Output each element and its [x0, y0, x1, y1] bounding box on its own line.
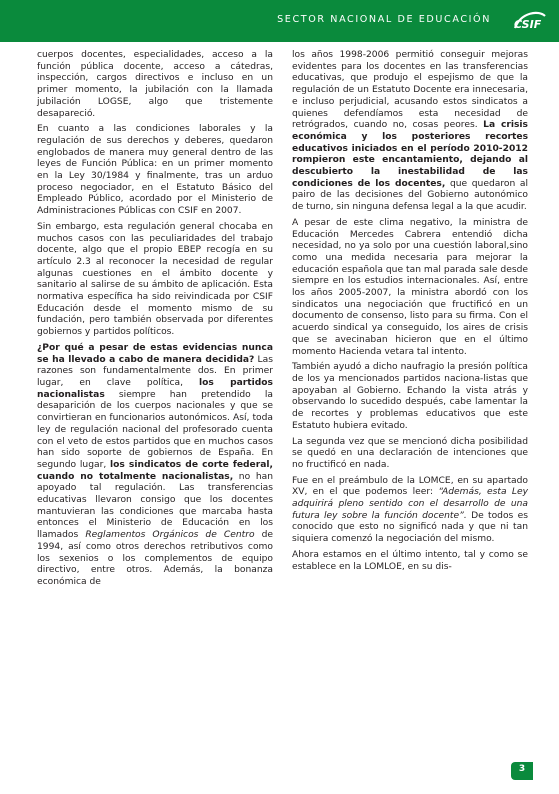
question-heading: ¿Por qué a pesar de estas evidencias nunca se ha llevado a cabo de manera decidida? — [37, 342, 273, 365]
paragraph: En cuanto a las condiciones laborales y la regulación de sus derechos y deberes, quedaron englobados de manera muy general dentro de las leyes de Función Pública: en un primer momento en la Ley 30/1984 y finalmente, tras un arduo proceso negociador, en el Estatuto Básico del Empleado Público, acordado por el Ministerio de Administraciones Públicas con CSIF en 2007. — [37, 124, 273, 217]
paragraph: Sin embargo, esta regulación general chocaba en muchos casos con las peculiaridades del trabajo docente, algo que el propio EBEP recogía en su artículo 2.3 al reconocer la necesidad de regular algunas cuestiones en el ámbito docente y sanitario al salirse de su ámbito de aplicación. Esta normativa específica ha sido reivindicada por CSIF Educación desde el momento mismo de su fundación, pero también observada por diferentes gobiernos y partidos políticos. — [37, 221, 273, 338]
paragraph: los años 1998-2006 permitió conseguir mejoras evidentes para los docentes en las transferencias educativas, que produjo el espejismo de que la regulación de un Estatuto Docente era innecesaria, e incluso perjudicial, acusando estos sindicatos a quienes defendíamos esta necesidad de retrógrados, cuando no, cosas peores. La crisis económica y los posteriores recortes educativos iniciados en el período 2010-2012 rompieron este encantamiento, dejando al descubierto la inestabilidad de las condiciones de los docentes, que quedaron al pairo de las decisiones del Gobierno autonómico de turno, sin ninguna defensa legal a la que acudir. — [292, 50, 528, 213]
page-number: 3 — [518, 764, 526, 774]
section-title: SECTOR NACIONAL DE EDUCACIÓN — [277, 14, 491, 25]
paragraph: También ayudó a dicho naufragio la presión política de los ya mencionados partidos naciona-listas que apoyaban al Gobierno. Echando la vista atrás y observando lo sucedido después, cabe lamentar la de recortes y problemas educativos que este Estatuto hubiera evitado. — [292, 362, 528, 431]
right-column — [292, 50, 528, 577]
csif-logo-icon — [511, 8, 549, 34]
paragraph: ¿Por qué a pesar de estas evidencias nunca se ha llevado a cabo de manera decidida? Las razones son fundamentalmente dos. En primer lugar, en clave política, los partidos nacionalistas siempre han pretendido la desaparición de los cuerpos nacionales y que se convirtieran en funcionarios autonómicos. Así, toda ley de regulación nacional del profesorado cuenta con el veto de estos partidos que en muchos casos han sido soporte de gobiernos de España. En segundo lugar, los sindicatos de corte federal, cuando no totalmente nacionalistas, no han apoyado tal regulación. Las transferencias educativas llevaron consigo que los docentes mantuvieran las condiciones que marcaba hasta entonces el Ministerio de Educación en los llamados Reglamentos Orgánicos de Centro de 1994, así como otros derechos retributivos como los sexenios o los complementos de equipo directivo, entre otros. Además, la bonanza económica de — [37, 342, 273, 587]
paragraph: A pesar de este clima negativo, la ministra de Educación Mercedes Cabrera entendió dicha necesidad, no ya solo por una cuestión laboral,sino como una medida necesaria para mejorar la educación española que tan mal parada sale desde siempre en los estudios internacionales. Así, entre los años 2005-2007, la ministra abordó con los sindicatos una negociación que fructificó en un documento de consenso, listo para su firma. Con el acuerdo sindical ya conseguido, los aires de crisis que se avecinaban hicieron que en el último momento Hacienda vetara tal intento. — [292, 217, 528, 357]
svg-text:CSIF: CSIF — [514, 18, 542, 31]
page-header — [0, 0, 559, 42]
paragraph: La segunda vez que se mencionó dicha posibilidad se quedó en una declaración de intenciones que no fructificó en nada. — [292, 436, 528, 470]
paragraph: Fue en el preámbulo de la LOMCE, en su apartado XV, en el que podemos leer: “Además, esta Ley adquirirá pleno sentido con el desarrollo de una futura ley sobre la función docente”. De todos es conocido que esto no significó nada y que ni tan siquiera comenzó la negociación del mismo. — [292, 475, 528, 545]
paragraph: Ahora estamos en el último intento, tal y como se establece en la LOMLOE, en su dis- — [292, 549, 528, 572]
paragraph: cuerpos docentes, especialidades, acceso a la función pública docente, acceso a cátedras, inspección, cargos directivos e incluso en un primer momento, la jubilación con la llamada jubilación LOGSE, algo que tristemente desapareció. — [37, 50, 273, 119]
left-column — [37, 50, 273, 593]
quote: “Además, esta Ley adquirirá pleno sentido con el desarrollo de una futura ley sobre la función docente”. — [292, 487, 528, 521]
